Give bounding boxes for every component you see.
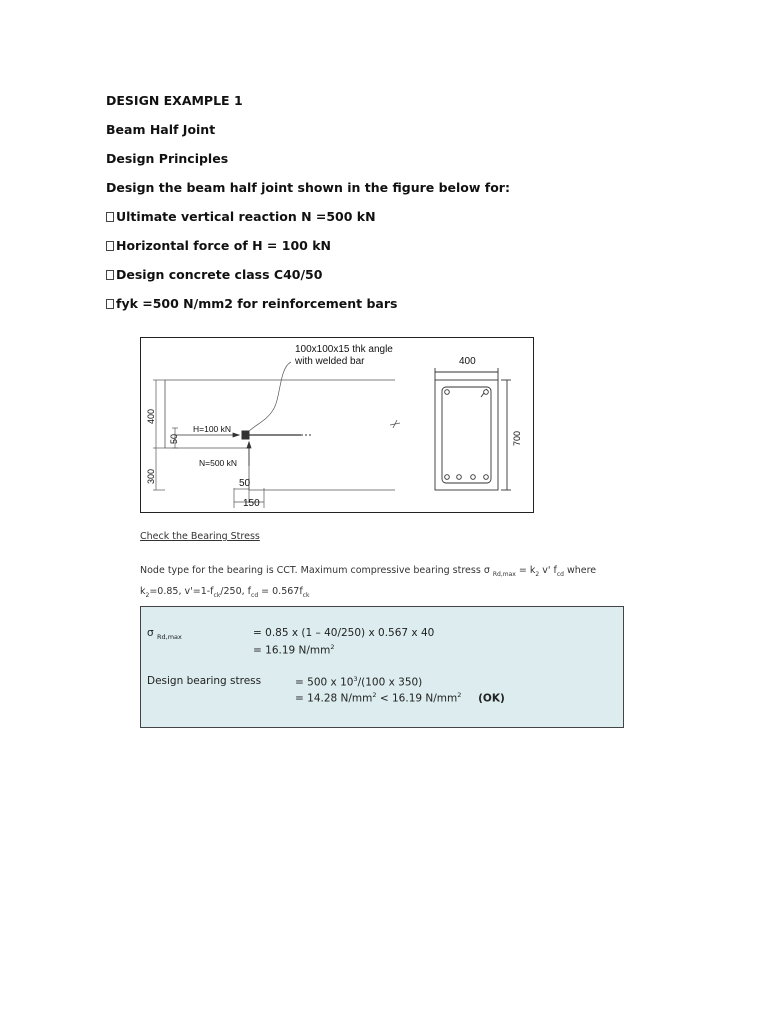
- bullet-item: Design concrete class C40/50: [106, 267, 322, 282]
- calc-line-1: = 0.85 x (1 – 40/250) x 0.567 x 40: [253, 627, 435, 639]
- missing-glyph-icon: [106, 212, 114, 222]
- bullet-item: Ultimate vertical reaction N =500 kN: [106, 209, 376, 224]
- calc-line-2: = 16.19 $N/mm^2$: [253, 643, 335, 657]
- stirrup: [442, 387, 491, 483]
- section-outline: [435, 380, 498, 490]
- subtitle: Beam Half Joint: [106, 122, 216, 137]
- ok-label: (OK): [478, 692, 505, 705]
- calc-line-3: = 500 x $10^3/(100$ x 350): [295, 675, 423, 689]
- calc-line-4: = 14.28 $N/mm^2 < 16.19$ $N/mm^2$ (OK): [295, 691, 505, 705]
- leader-line: [249, 362, 291, 431]
- rebar-dot: [445, 390, 450, 395]
- bearing-heading: Check the Bearing Stress: [140, 531, 260, 542]
- missing-glyph-icon: [106, 270, 114, 280]
- section-heading: Design Principles: [106, 151, 229, 166]
- rebar-dot: [471, 475, 476, 480]
- intro-text: Design the beam half joint shown in the figure below for:: [106, 180, 510, 195]
- bearing-paragraph: Node type for the bearing is CCT. Maximum compressive bearing stress σ $_{Rd,max} = k_2$ v' $f_{cd}$ where $k_2=0.85$, $v'=1-f_{ck}/250$, $f_{cd} = 0.567f_{ck}$: [140, 565, 597, 599]
- bullet-item: Horizontal force of H = 100 kN: [106, 238, 331, 253]
- n-force-label: N=500 kN: [199, 458, 238, 468]
- angle-note: 100x100x15 thk angle: [295, 344, 393, 355]
- dim-label-50-vertical: 50: [169, 433, 179, 444]
- dim-label-400: 400: [146, 408, 156, 424]
- rebar-dot: [484, 390, 489, 395]
- dim-label-300: 300: [146, 468, 156, 484]
- half-joint-figure: [140, 337, 534, 513]
- rebar-dot: [445, 475, 450, 480]
- design-bearing-label: Design bearing stress: [147, 675, 262, 687]
- rebar-dot: [484, 475, 489, 480]
- bullet-item: fyk =500 N/mm2 for reinforcement bars: [106, 296, 397, 311]
- dim-label-150: 150: [243, 498, 260, 509]
- missing-glyph-icon: [106, 241, 114, 251]
- steel-angle: [242, 431, 249, 439]
- page-title: DESIGN EXAMPLE 1: [106, 93, 243, 108]
- dim-label-700: 700: [512, 430, 522, 446]
- sigma-label: σ $_{Rd,max}$: [147, 627, 182, 642]
- h-force-label: H=100 kN: [193, 424, 232, 434]
- section-width-label: 400: [459, 356, 476, 367]
- angle-note: with welded bar: [295, 356, 365, 367]
- rebar-dot: [457, 475, 462, 480]
- calculation-box: [140, 606, 624, 728]
- missing-glyph-icon: [106, 299, 114, 309]
- dim-label-50-horizontal: 50: [239, 478, 251, 489]
